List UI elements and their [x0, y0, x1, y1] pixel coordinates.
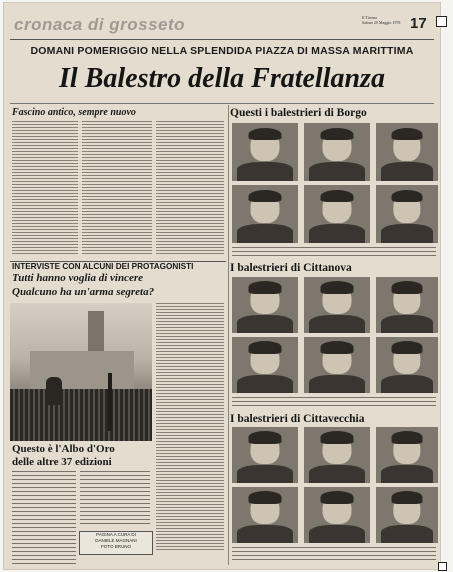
- article-column-2: [82, 121, 152, 255]
- subhead-fascino: Fascino antico, sempre nuovo: [12, 107, 136, 118]
- portrait: [376, 487, 438, 543]
- headline-rule: [10, 103, 434, 104]
- portrait: [376, 123, 438, 181]
- credits-line: PAGINA A CURA DI: [96, 532, 136, 537]
- portrait: [232, 427, 298, 483]
- page-header: [10, 13, 434, 35]
- portrait: [304, 277, 370, 333]
- crossbowman-figure: [46, 377, 62, 405]
- albo-list-1: [12, 471, 76, 565]
- cittanova-captions: [232, 397, 436, 409]
- portrait: [304, 427, 370, 483]
- credits-photo: FOTO BRUNO: [101, 544, 131, 549]
- portrait: [232, 487, 298, 543]
- cittavecchia-captions: [232, 547, 436, 561]
- portrait: [304, 185, 370, 243]
- crowd: [10, 389, 152, 441]
- portrait: [304, 487, 370, 543]
- headline: Il Balestro della Fratellanza: [59, 63, 385, 94]
- portrait: [376, 185, 438, 243]
- kicker: DOMANI POMERIGGIO NELLA SPLENDIDA PIAZZA DI MASSA MARITTIMA: [30, 45, 414, 57]
- portrait: [376, 427, 438, 483]
- interviews-heading: INTERVISTE CON ALCUNI DEI PROTAGONISTI: [12, 262, 194, 271]
- subhead-voglia: Tutti hanno voglia di vincere: [12, 272, 143, 284]
- albo-heading-line2: delle altre 37 edizioni: [12, 456, 112, 468]
- newspaper-name: Il Tirreno: [362, 15, 378, 20]
- albo-list-2: [80, 471, 150, 527]
- interview-column: [156, 303, 224, 551]
- borgo-captions: [232, 247, 436, 259]
- checkbox-icon[interactable]: [436, 16, 447, 27]
- portrait: [376, 337, 438, 393]
- header-rule: [10, 39, 434, 40]
- piazza-photo: [10, 303, 152, 441]
- article-column-1: [12, 121, 78, 255]
- date-line: [362, 15, 400, 25]
- borgo-title: Questi i balestrieri di Borgo: [230, 107, 367, 119]
- page-number: 17: [410, 15, 427, 32]
- portrait: [376, 277, 438, 333]
- section-title: cronaca di grosseto: [14, 15, 186, 34]
- issue-date: Sabato 20 Maggio 1978: [362, 20, 401, 25]
- credits-box: [79, 531, 153, 555]
- newspaper-page: [3, 2, 441, 570]
- portrait: [232, 277, 298, 333]
- credits-author: DANIELE MAGNANI: [95, 538, 137, 543]
- subhead-arma: Qualcuno ha un'arma segreta?: [12, 286, 155, 298]
- cittavecchia-title: I balestrieri di Cittavecchia: [230, 413, 365, 425]
- cittanova-title: I balestrieri di Cittanova: [230, 262, 352, 274]
- article-column-3: [156, 121, 224, 255]
- target-post: [108, 373, 112, 431]
- albo-heading-line1: Questo è l'Albo d'Oro: [12, 443, 115, 455]
- portrait: [304, 123, 370, 181]
- portrait: [232, 123, 298, 181]
- column-separator: [228, 105, 229, 565]
- portrait: [232, 185, 298, 243]
- portrait: [304, 337, 370, 393]
- checkbox-icon[interactable]: [438, 562, 447, 571]
- portrait: [232, 337, 298, 393]
